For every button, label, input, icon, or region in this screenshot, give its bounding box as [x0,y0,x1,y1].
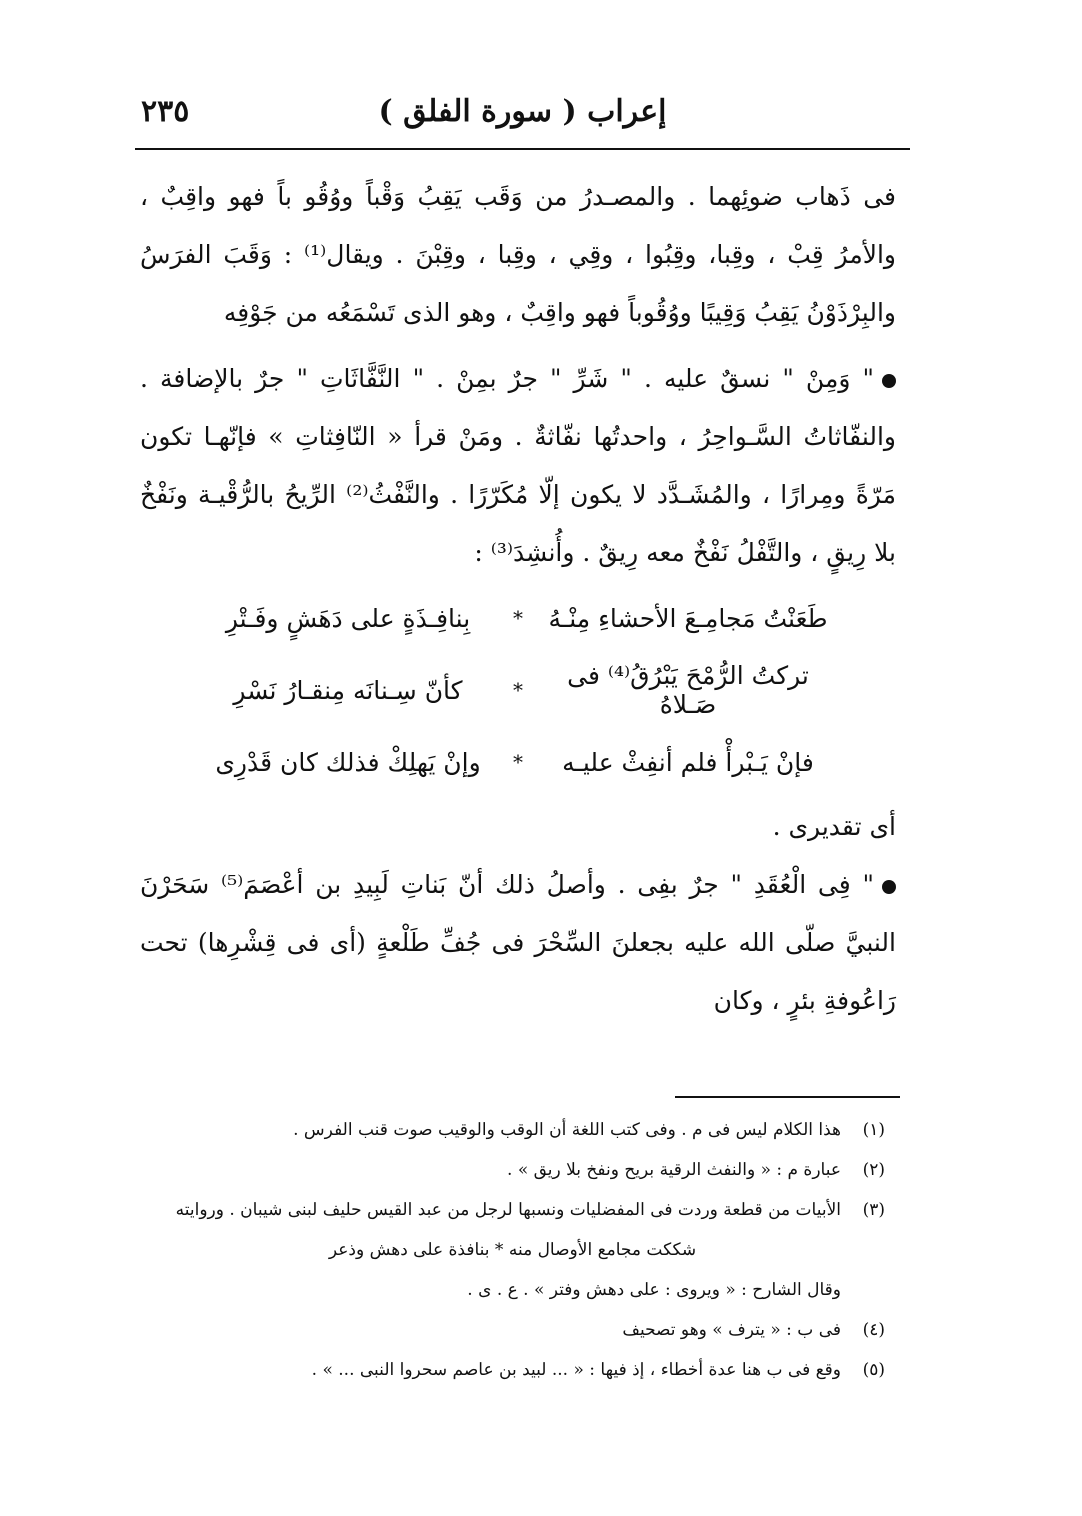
poem-separator: * [513,750,523,774]
paragraph-4 [140,856,896,1030]
paragraph-2-text: " وَمِنْ " نسقٌ عليه . " شَرِّ " جرٌ بمِنْ . " النَّفَّاثَاتِ " جرٌ بالإضافة . والنفّاثاتُ السَّـواحِرُ ، واحدتُها نفّاثةٌ . ومَنْ قرأ « النّافِثاتِ » فإنّهـا تكون مَرّةً ومِرارًا ، والمُشَـدَّد لا يكون إلّا مُكَرّرًا . والنَّفْثُ⁽²⁾ الرِّيحُ بالرُّقْيـة ونَفْخٌ بلا رِيقٍ ، والتَّفْلُ نَفْخٌ معه رِيقٌ . وأُنشِدَ⁽³⁾ : [140,364,896,567]
poem-separator: * [513,678,523,702]
bullet-icon [882,374,896,388]
footnote-number: (١) [862,1120,885,1140]
footnote [140,1150,885,1190]
header-rule [135,148,910,150]
poem-hemistich-left: وإنْ يَهلِكْ فذلك كان قَدْرِى [215,747,481,777]
poem-hemistich-right: تركتُ الرُّمْحَ يَبْرُقُ⁽⁴⁾ فى صَـلاهُ [567,661,809,719]
footnote [140,1350,885,1390]
footnote-comment: وقال الشارح : « ويروى : على دهش وفتر » . ع . ى . [467,1280,841,1300]
poem-separator: * [513,606,523,630]
paragraph-2 [140,350,896,582]
body-text [140,168,896,1030]
poem-hemistich-right: فإنْ يَـبْرأْ فلم أنفِثْ عليـه [562,747,814,777]
poem-hemistich-right: طَعَنْتُ مَجامِـعَ الأحشاءِ مِنْـهُ [548,603,828,633]
page-number: ٢٣٥ [141,94,190,129]
footnote [140,1110,885,1150]
footnote-text: فى ب : « يترف » وهو تصحيف [622,1320,841,1340]
paragraph-3: أى تقديرى . [772,812,896,841]
footnote-number: (٢) [862,1160,885,1180]
footnote-number: (٤) [862,1320,885,1340]
footnote-text: وقع فى ب هنا عدة أخطاء ، إذ فيها : « ... لبيد بن عاصم سحروا النبى ... » . [311,1360,841,1380]
page-title: إعراب ( سورة الفلق ) [378,94,667,129]
footnote-rule [675,1096,900,1098]
poem-hemistich-left: بِنافِـذَةٍ على دَهَشٍ وفَـتْرِ [225,603,471,633]
poem-hemistich-left: كأنّ سِـنانَه مِنقـارُ نَسْرِ [233,675,463,705]
footnote-text: عبارة م : « والنفث الرقية بريح ونفخ بلا ريق » . [507,1160,841,1180]
footnote-number: (٥) [862,1360,885,1380]
bullet-icon [882,880,896,894]
poem-line [140,726,896,798]
footnote-text: الأبيات من قطعة وردت فى المفضليات ونسبها لرجل من عبد القيس حليف لبنى شيبان . وروايته [175,1200,841,1220]
poem [140,582,896,798]
paragraph-1: فى ذَهاب ضوئِهما . والمصـدرُ من وَقَب يَقِبُ وَقْباً ووُقُو باً فهو واقِبٌ ، والأمرُ قِبْ ، وقِبا، وقِبُوا ، وقِي ، وقِبا ، وقِبْنَ . ويقال⁽¹⁾ : وَقَبَ الفرَسُ والبِرْذَوْنُ يَقِبُ وَقِيبًا ووُقُوباً فهو واقِبٌ ، وهو الذى تَسْمَعُه من جَوْفِه [140,182,897,327]
footnote [140,1190,885,1230]
footnote-number: (٣) [862,1200,885,1220]
footnote-text: هذا الكلام ليس فى م . وفى كتب اللغة أن الوقب والوقيب صوت قنب الفرس . [293,1120,841,1140]
poem-line [140,582,896,654]
poem-line [140,654,896,726]
footnotes [140,1110,885,1390]
page-header [135,92,910,144]
footnote [140,1310,885,1350]
footnote-verse: شككت مجامع الأوصال منه * بنافذة على دهش وذعر [328,1240,697,1260]
paragraph-4-text: " فِى الْعُقَدِ " جرٌ بفِى . وأصلُ ذلك أنّ بَناتِ لَبِيدِ بن أعْصَمَ⁽⁵⁾ سَحَرْنَ النبيَّ صلّى الله عليه بجعلنَ السِّحْرَ فى جُفِّ طَلْعةٍ (أى فى قِشْرِها) تحت رَاعُوفةِ بئرٍ ، وكان [140,870,896,1015]
